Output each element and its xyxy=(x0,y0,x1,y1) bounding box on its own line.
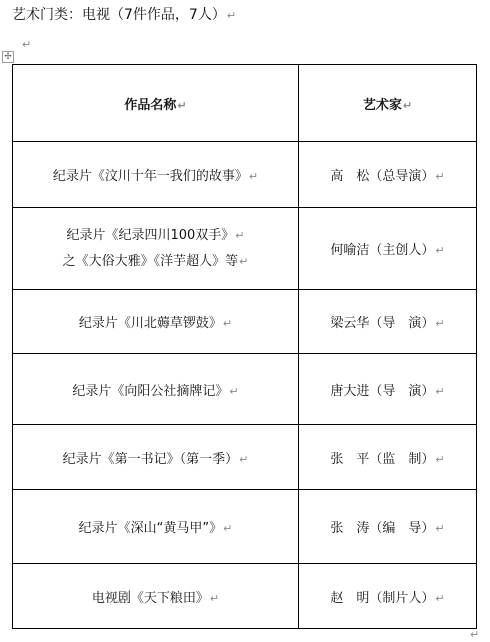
paragraph-mark-icon: ↵ xyxy=(177,98,187,112)
artist-cell[interactable] xyxy=(299,490,477,564)
paragraph-mark-icon: ↵ xyxy=(435,317,445,330)
artist-cell[interactable] xyxy=(299,290,477,354)
paragraph-mark-icon: ↵ xyxy=(22,38,32,51)
paragraph-mark-icon: ↵ xyxy=(239,254,249,268)
header-work-label: 作品名称 xyxy=(124,97,177,113)
artist-name: 高 松（总导演） xyxy=(330,169,435,184)
work-cell[interactable] xyxy=(13,208,299,290)
work-title: 电视剧《天下粮田》 xyxy=(91,590,209,606)
paragraph-mark-icon: ↵ xyxy=(435,384,445,398)
table-row xyxy=(13,425,477,490)
paragraph-mark-icon: ↵ xyxy=(435,522,445,535)
paragraph-mark-icon: ↵ xyxy=(235,228,245,242)
artist-cell[interactable] xyxy=(299,425,477,490)
artist-name: 唐大进（导 演） xyxy=(330,383,435,399)
paragraph-mark-icon: ↵ xyxy=(229,384,239,398)
work-title: 纪录片《第一书记》（第一季） xyxy=(62,451,239,467)
work-cell[interactable] xyxy=(13,354,299,425)
paragraph-mark-icon: ↵ xyxy=(209,591,220,605)
artist-cell[interactable] xyxy=(299,208,477,290)
paragraph-mark-icon: ↵ xyxy=(226,9,237,22)
work-title: 纪录片《深山“黄马甲”》 xyxy=(78,521,223,536)
paragraph-mark-icon: ↵ xyxy=(435,170,445,183)
work-cell[interactable] xyxy=(13,290,299,354)
artist-name: 赵 明（制片人） xyxy=(330,590,435,606)
paragraph-mark-icon: ↵ xyxy=(435,591,445,605)
table-row xyxy=(13,142,477,208)
work-cell[interactable] xyxy=(13,425,299,490)
work-title-continued: 之《大俗大雅》《洋芋超人》等 xyxy=(62,253,239,269)
work-title: 纪录片《向阳公社摘牌记》 xyxy=(72,383,229,399)
document-heading xyxy=(12,4,236,24)
table-row xyxy=(13,354,477,425)
paragraph-mark-icon: ↵ xyxy=(435,452,445,466)
table-row xyxy=(13,490,477,564)
table-row xyxy=(13,290,477,354)
paragraph-mark-icon: ↵ xyxy=(470,628,480,641)
paragraph-mark-icon: ↵ xyxy=(402,98,413,112)
works-table xyxy=(12,64,477,629)
heading-text: 艺术门类：电视（7件作品，7人） xyxy=(12,7,226,23)
table-row xyxy=(13,208,477,290)
artist-cell[interactable] xyxy=(299,142,477,208)
paragraph-mark-icon: ↵ xyxy=(248,170,259,183)
table-header-row xyxy=(13,65,477,142)
artist-name: 张 平（监 制） xyxy=(330,451,435,467)
header-artist-cell[interactable] xyxy=(299,65,477,142)
paragraph-mark-icon: ↵ xyxy=(223,522,233,535)
artist-cell[interactable] xyxy=(299,354,477,425)
artist-name: 何喻洁（主创人） xyxy=(330,243,435,258)
table-row xyxy=(13,564,477,629)
work-title: 纪录片《川北薅草锣鼓》 xyxy=(78,316,222,331)
table-move-handle-icon[interactable]: ✢ xyxy=(2,51,14,63)
paragraph-mark-icon: ↵ xyxy=(239,452,249,466)
paragraph-mark-icon: ↵ xyxy=(222,317,233,330)
artist-cell[interactable] xyxy=(299,564,477,629)
work-cell[interactable] xyxy=(13,142,299,208)
header-artist-label: 艺术家 xyxy=(362,97,402,113)
header-work-cell[interactable] xyxy=(13,65,299,142)
paragraph-mark-icon: ↵ xyxy=(435,244,445,257)
work-cell[interactable] xyxy=(13,564,299,629)
work-title: 纪录片《纪录四川100双手》 xyxy=(66,227,235,243)
work-cell[interactable] xyxy=(13,490,299,564)
artist-name: 梁云华（导 演） xyxy=(330,316,435,331)
work-title: 纪录片《汶川十年一我们的故事》 xyxy=(52,169,248,184)
artist-name: 张 涛（编 导） xyxy=(330,521,435,536)
